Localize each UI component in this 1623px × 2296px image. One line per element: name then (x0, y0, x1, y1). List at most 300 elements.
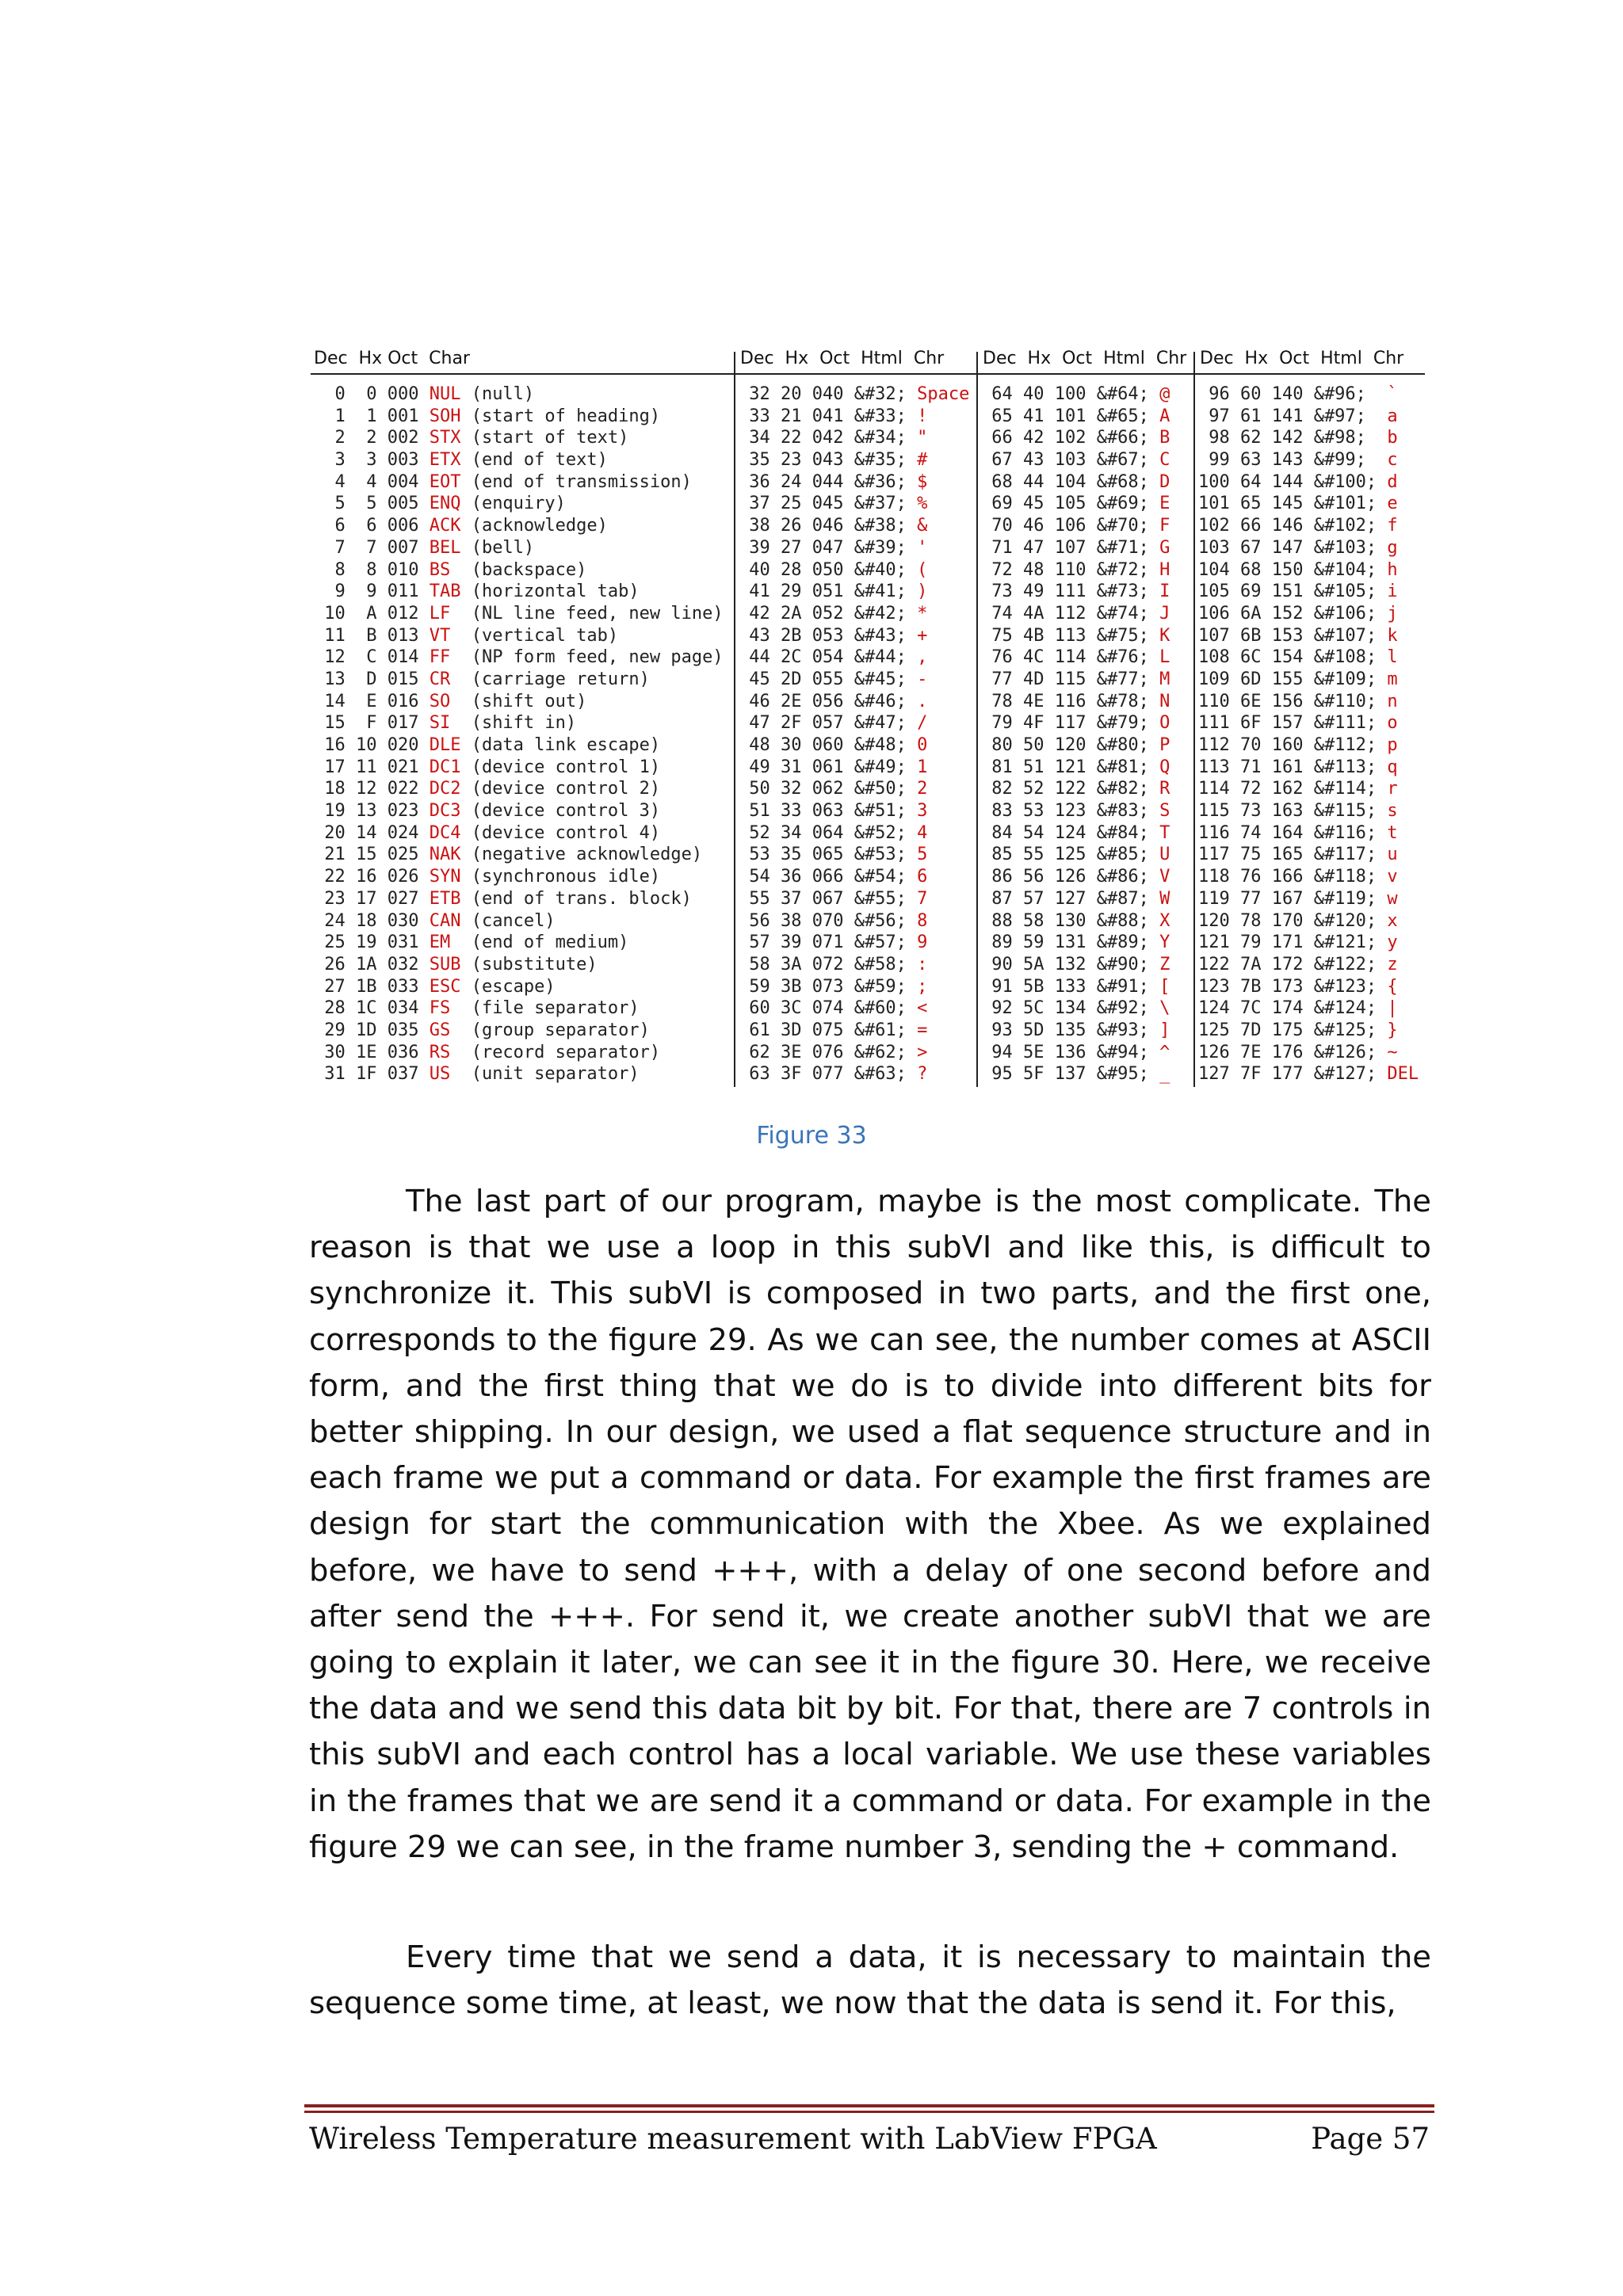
char-code: l (1387, 647, 1398, 668)
cell-text: (device control 4) (460, 822, 661, 843)
char-code: N (1159, 691, 1170, 711)
cell-text: 101 65 145 &#101; (1198, 494, 1388, 514)
cell-text: 50 32 062 &#50; (739, 779, 918, 799)
char-code: DC4 (429, 822, 461, 843)
char-code: J (1159, 603, 1170, 624)
table-header-1: Dec Hx Oct Char (314, 349, 470, 368)
cell-text: 2 2 002 (314, 428, 430, 448)
cell-text: 119 77 167 &#119; (1198, 888, 1388, 909)
footer-rule (304, 2111, 1434, 2113)
table-row (981, 383, 1170, 406)
table-header-3: Dec Hx Oct Html Chr (983, 349, 1187, 368)
table-row (314, 712, 724, 734)
footer-rule (304, 2104, 1434, 2107)
char-code: DC2 (429, 779, 461, 799)
page-number: Page 57 (1311, 2122, 1430, 2156)
cell-text: 121 79 171 &#121; (1198, 933, 1388, 953)
cell-text: 9 9 011 (314, 582, 430, 602)
table-row (981, 581, 1170, 603)
cell-text: (horizontal tab) (460, 582, 640, 602)
cell-text: (vertical tab) (460, 625, 619, 646)
table-row (314, 1020, 724, 1042)
cell-text: 51 33 063 &#51; (739, 801, 918, 822)
char-code: b (1387, 428, 1398, 448)
table-row (739, 691, 969, 713)
table-row (1198, 646, 1419, 669)
table-row (314, 800, 724, 822)
char-code: " (917, 428, 928, 448)
table-row (1198, 1042, 1419, 1064)
char-code: z (1387, 954, 1398, 974)
cell-text: 110 6E 156 &#110; (1198, 691, 1388, 711)
table-row (314, 646, 724, 669)
cell-text: 81 51 121 &#81; (981, 757, 1160, 777)
cell-text: 97 61 141 &#97; (1198, 406, 1388, 426)
char-code: ^ (1159, 1042, 1170, 1062)
cell-text: 54 36 066 &#54; (739, 867, 918, 887)
cell-text: 20 14 024 (314, 822, 430, 843)
table-row (1198, 559, 1419, 582)
char-code: ETX (429, 450, 461, 471)
table-row (981, 691, 1170, 713)
table-row (981, 712, 1170, 734)
table-row (739, 954, 969, 976)
char-code: m (1387, 669, 1398, 689)
char-code: ; (917, 976, 928, 997)
char-code: US (429, 1064, 461, 1085)
cell-text: 98 62 142 &#98; (1198, 428, 1388, 448)
char-code: w (1387, 888, 1398, 909)
paragraph-text: Every time that we send a data, it is necessary to maintain the sequence some time, at least, we now that the data is send it. For this, (309, 1939, 1431, 2022)
char-code: ENQ (429, 494, 461, 514)
char-code: # (917, 450, 928, 471)
char-code: P (1159, 735, 1170, 755)
cell-text: 70 46 106 &#70; (981, 516, 1160, 536)
cell-text: 42 2A 052 &#42; (739, 603, 918, 624)
cell-text: (shift out) (460, 691, 587, 711)
cell-text: (NP form feed, new page) (460, 647, 724, 668)
cell-text: 73 49 111 &#73; (981, 582, 1160, 602)
table-row (981, 625, 1170, 647)
table-row (314, 427, 724, 449)
table-row (739, 581, 969, 603)
table-row (981, 734, 1170, 757)
char-code: i (1387, 582, 1398, 602)
char-code: v (1387, 867, 1398, 887)
table-row (981, 1063, 1170, 1085)
table-row (981, 471, 1170, 494)
char-code: A (1159, 406, 1170, 426)
table-row (314, 515, 724, 537)
cell-text: 78 4E 116 &#78; (981, 691, 1160, 711)
table-row (981, 406, 1170, 428)
char-code: @ (1159, 384, 1170, 404)
cell-text: 55 37 067 &#55; (739, 888, 918, 909)
char-code: , (917, 647, 928, 668)
cell-text: 25 19 031 (314, 933, 430, 953)
table-row (981, 844, 1170, 866)
char-code: D (1159, 471, 1170, 492)
char-code: k (1387, 625, 1398, 646)
table-header-2: Dec Hx Oct Html Chr (740, 349, 945, 368)
char-code: SO (429, 691, 461, 711)
char-code: R (1159, 779, 1170, 799)
char-code: ESC (429, 976, 461, 997)
table-header-4: Dec Hx Oct Html Chr (1200, 349, 1404, 368)
char-code: ) (917, 582, 928, 602)
char-code: 2 (917, 779, 928, 799)
char-code: F (1159, 516, 1170, 536)
char-code: ~ (1387, 1042, 1398, 1062)
char-code: SOH (429, 406, 461, 426)
cell-text: 58 3A 072 &#58; (739, 954, 918, 974)
table-row (314, 493, 724, 515)
table-row (981, 493, 1170, 515)
cell-text: 27 1B 033 (314, 976, 430, 997)
cell-text: 63 3F 077 &#63; (739, 1064, 918, 1085)
table-row (1198, 515, 1419, 537)
paragraph (309, 1179, 1431, 1871)
cell-text: 36 24 044 &#36; (739, 471, 918, 492)
cell-text: 122 7A 172 &#122; (1198, 954, 1388, 974)
cell-text: 96 60 140 &#96; (1198, 384, 1388, 404)
char-code: \ (1159, 998, 1170, 1019)
char-code: M (1159, 669, 1170, 689)
table-row (981, 1042, 1170, 1064)
cell-text: 75 4B 113 &#75; (981, 625, 1160, 646)
char-code: y (1387, 933, 1398, 953)
table-row (739, 1020, 969, 1042)
char-code: BS (429, 559, 461, 580)
cell-text: 125 7D 175 &#125; (1198, 1020, 1388, 1040)
char-code: DC1 (429, 757, 461, 777)
table-row (739, 997, 969, 1020)
table-row (739, 734, 969, 757)
cell-text: (device control 2) (460, 779, 661, 799)
cell-text: 18 12 022 (314, 779, 430, 799)
cell-text: (data link escape) (460, 735, 661, 755)
table-row (739, 603, 969, 625)
char-code: G (1159, 537, 1170, 558)
char-code: ACK (429, 516, 461, 536)
table-row (314, 1063, 724, 1085)
table-row (739, 383, 969, 406)
table-row (739, 910, 969, 933)
cell-text: 22 16 026 (314, 867, 430, 887)
cell-text: (group separator) (460, 1020, 650, 1040)
char-code: r (1387, 779, 1398, 799)
cell-text: 64 40 100 &#64; (981, 384, 1160, 404)
char-code: H (1159, 559, 1170, 580)
table-row (739, 712, 969, 734)
cell-text: 3 3 003 (314, 450, 430, 471)
table-row (1198, 537, 1419, 559)
table-row (314, 449, 724, 471)
char-code: Y (1159, 933, 1170, 953)
char-code: L (1159, 647, 1170, 668)
char-code: > (917, 1042, 928, 1062)
table-row (314, 471, 724, 494)
table-row (1198, 493, 1419, 515)
cell-text: 116 74 164 &#116; (1198, 822, 1388, 843)
char-code: X (1159, 910, 1170, 931)
char-code: STX (429, 428, 461, 448)
char-code: B (1159, 428, 1170, 448)
char-code: SI (429, 713, 461, 734)
cell-text: 67 43 103 &#67; (981, 450, 1160, 471)
table-row (1198, 888, 1419, 910)
header-rule (311, 373, 1425, 375)
cell-text: 34 22 042 &#34; (739, 428, 918, 448)
char-code: O (1159, 713, 1170, 734)
cell-text: 62 3E 076 &#62; (739, 1042, 918, 1062)
table-row (1198, 1020, 1419, 1042)
table-row (739, 471, 969, 494)
table-row (1198, 712, 1419, 734)
footer-title: Wireless Temperature measurement with LabView FPGA (309, 2122, 1157, 2156)
table-row (739, 646, 969, 669)
table-row (314, 559, 724, 582)
cell-text: 90 5A 132 &#90; (981, 954, 1160, 974)
table-row (981, 757, 1170, 779)
char-code: + (917, 625, 928, 646)
cell-text: 21 15 025 (314, 845, 430, 865)
char-code: V (1159, 867, 1170, 887)
cell-text: 106 6A 152 &#106; (1198, 603, 1388, 624)
cell-text: (start of text) (460, 428, 629, 448)
cell-text: 82 52 122 &#82; (981, 779, 1160, 799)
cell-text: 123 7B 173 &#123; (1198, 976, 1388, 997)
column-divider (976, 352, 978, 1087)
char-code: * (917, 603, 928, 624)
table-row (739, 932, 969, 954)
cell-text: 10 A 012 (314, 603, 430, 624)
table-row (739, 1042, 969, 1064)
cell-text: (device control 1) (460, 757, 661, 777)
table-row (1198, 778, 1419, 800)
table-row (981, 866, 1170, 888)
table-row (739, 449, 969, 471)
cell-text: 71 47 107 &#71; (981, 537, 1160, 558)
char-code: EOT (429, 471, 461, 492)
cell-text: (end of transmission) (460, 471, 692, 492)
table-row (1198, 822, 1419, 845)
cell-text: 60 3C 074 &#60; (739, 998, 918, 1019)
cell-text: 56 38 070 &#56; (739, 910, 918, 931)
cell-text: 40 28 050 &#40; (739, 559, 918, 580)
cell-text: 59 3B 073 &#59; (739, 976, 918, 997)
cell-text: (negative acknowledge) (460, 845, 703, 865)
char-code: LF (429, 603, 461, 624)
table-row (981, 559, 1170, 582)
table-row (739, 625, 969, 647)
cell-text: 126 7E 176 &#126; (1198, 1042, 1388, 1062)
table-row (981, 910, 1170, 933)
char-code: BEL (429, 537, 461, 558)
cell-text: 105 69 151 &#105; (1198, 582, 1388, 602)
cell-text: 19 13 023 (314, 801, 430, 822)
char-code: . (917, 691, 928, 711)
cell-text: (backspace) (460, 559, 587, 580)
char-code: C (1159, 450, 1170, 471)
table-row (1198, 997, 1419, 1020)
cell-text: (escape) (460, 976, 556, 997)
cell-text: 93 5D 135 &#93; (981, 1020, 1160, 1040)
char-code: S (1159, 801, 1170, 822)
table-column-uppercase (981, 383, 1170, 1085)
char-code: SUB (429, 954, 461, 974)
cell-text: 28 1C 034 (314, 998, 430, 1019)
table-row (1198, 383, 1419, 406)
cell-text: 65 41 101 &#65; (981, 406, 1160, 426)
cell-text: (null) (460, 384, 535, 404)
char-code: = (917, 1020, 928, 1040)
cell-text: 91 5B 133 &#91; (981, 976, 1160, 997)
char-code: ( (917, 559, 928, 580)
char-code: NAK (429, 845, 461, 865)
table-row (981, 932, 1170, 954)
cell-text: (shift in) (460, 713, 577, 734)
table-row (1198, 757, 1419, 779)
cell-text: 12 C 014 (314, 647, 430, 668)
table-row (981, 800, 1170, 822)
cell-text: 100 64 144 &#100; (1198, 471, 1388, 492)
cell-text: 29 1D 035 (314, 1020, 430, 1040)
cell-text: 69 45 105 &#69; (981, 494, 1160, 514)
table-row (1198, 449, 1419, 471)
char-code: < (917, 998, 928, 1019)
table-row (981, 888, 1170, 910)
table-row (739, 406, 969, 428)
table-row (739, 757, 969, 779)
cell-text: (start of heading) (460, 406, 661, 426)
cell-text: 108 6C 154 &#108; (1198, 647, 1388, 668)
table-row (1198, 669, 1419, 691)
char-code: TAB (429, 582, 461, 602)
cell-text: 95 5F 137 &#95; (981, 1064, 1160, 1085)
char-code: o (1387, 713, 1398, 734)
cell-text: 35 23 043 &#35; (739, 450, 918, 471)
table-row (739, 537, 969, 559)
paragraph (309, 1935, 1431, 2027)
char-code: p (1387, 735, 1398, 755)
cell-text: 38 26 046 &#38; (739, 516, 918, 536)
cell-text: 16 10 020 (314, 735, 430, 755)
table-row (314, 976, 724, 998)
table-column-symbols (739, 383, 969, 1085)
char-code: GS (429, 1020, 461, 1040)
cell-text: 84 54 124 &#84; (981, 822, 1160, 843)
cell-text: 6 6 006 (314, 516, 430, 536)
cell-text: 4 4 004 (314, 471, 430, 492)
char-code: Space (917, 384, 970, 404)
char-code: 5 (917, 845, 928, 865)
char-code: s (1387, 801, 1398, 822)
char-code: 7 (917, 888, 928, 909)
cell-text: 23 17 027 (314, 888, 430, 909)
cell-text: 53 35 065 &#53; (739, 845, 918, 865)
char-code: 0 (917, 735, 928, 755)
char-code: ` (1387, 384, 1398, 404)
table-row (314, 822, 724, 845)
cell-text: (substitute) (460, 954, 598, 974)
cell-text: 17 11 021 (314, 757, 430, 777)
table-row (739, 559, 969, 582)
table-row (314, 757, 724, 779)
cell-text: 76 4C 114 &#76; (981, 647, 1160, 668)
table-row (1198, 406, 1419, 428)
table-row (739, 800, 969, 822)
cell-text: (synchronous idle) (460, 867, 661, 887)
cell-text: 115 73 163 &#115; (1198, 801, 1388, 822)
table-row (1198, 954, 1419, 976)
char-code: _ (1159, 1064, 1170, 1085)
char-code: | (1387, 998, 1398, 1019)
table-row (981, 997, 1170, 1020)
cell-text: (carriage return) (460, 669, 650, 689)
figure-caption: Figure 33 (756, 1122, 867, 1150)
cell-text: (end of trans. block) (460, 888, 692, 909)
char-code: f (1387, 516, 1398, 536)
table-row (739, 976, 969, 998)
char-code: a (1387, 406, 1398, 426)
table-row (981, 515, 1170, 537)
cell-text: 57 39 071 &#57; (739, 933, 918, 953)
table-row (739, 1063, 969, 1085)
cell-text: 83 53 123 &#83; (981, 801, 1160, 822)
cell-text: 30 1E 036 (314, 1042, 430, 1062)
cell-text: 66 42 102 &#66; (981, 428, 1160, 448)
cell-text: 1 1 001 (314, 406, 430, 426)
char-code: T (1159, 822, 1170, 843)
table-row (981, 646, 1170, 669)
char-code: ] (1159, 1020, 1170, 1040)
table-row (739, 822, 969, 845)
table-row (314, 406, 724, 428)
char-code: x (1387, 910, 1398, 931)
table-row (314, 1042, 724, 1064)
cell-text: 112 70 160 &#112; (1198, 735, 1388, 755)
table-row (314, 691, 724, 713)
table-row (1198, 1063, 1419, 1085)
cell-text: 117 75 165 &#117; (1198, 845, 1388, 865)
table-row (739, 493, 969, 515)
cell-text: 107 6B 153 &#107; (1198, 625, 1388, 646)
table-row (314, 866, 724, 888)
table-column-lowercase (1198, 383, 1419, 1085)
char-code: q (1387, 757, 1398, 777)
char-code: g (1387, 537, 1398, 558)
char-code: 3 (917, 801, 928, 822)
char-code: RS (429, 1042, 461, 1062)
table-row (981, 537, 1170, 559)
table-row (314, 932, 724, 954)
cell-text: 114 72 162 &#114; (1198, 779, 1388, 799)
table-row (1198, 581, 1419, 603)
char-code: ! (917, 406, 928, 426)
cell-text: 46 2E 056 &#46; (739, 691, 918, 711)
cell-text: 7 7 007 (314, 537, 430, 558)
cell-text: 15 F 017 (314, 713, 430, 734)
table-row (1198, 471, 1419, 494)
ascii-table (311, 349, 1428, 1090)
column-divider (734, 352, 735, 1087)
char-code: d (1387, 471, 1398, 492)
char-code: t (1387, 822, 1398, 843)
cell-text: 44 2C 054 &#44; (739, 647, 918, 668)
cell-text: 48 30 060 &#48; (739, 735, 918, 755)
cell-text: 13 D 015 (314, 669, 430, 689)
